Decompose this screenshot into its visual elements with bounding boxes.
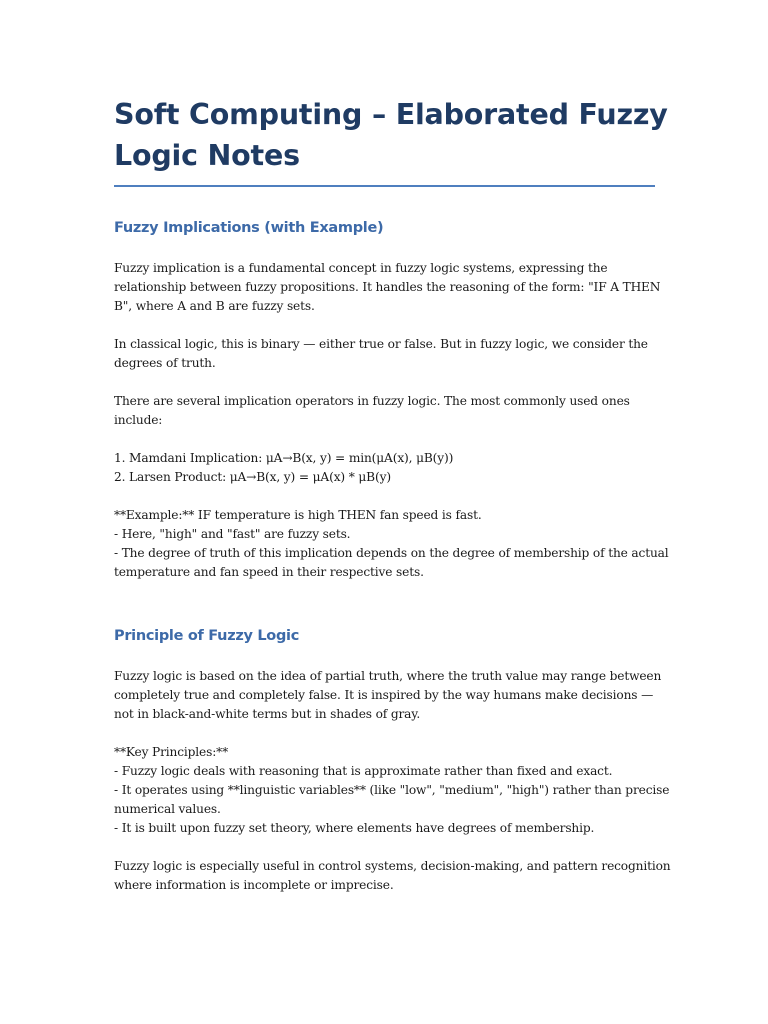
text-line: Fuzzy logic is based on the idea of partial truth, where the truth value may range between <box>114 669 662 683</box>
paragraph <box>114 335 659 373</box>
title-line: Soft Computing – Elaborated Fuzzy <box>114 98 668 131</box>
text-line: **Key Principles:** <box>114 745 229 759</box>
text-line: degrees of truth. <box>114 356 216 370</box>
text-line: There are several implication operators in fuzzy logic. The most commonly used ones <box>114 394 630 408</box>
section-heading-fuzzy-implications: Fuzzy Implications (with Example) <box>114 220 384 236</box>
key-principles-paragraph <box>114 743 670 838</box>
paragraph <box>114 259 659 316</box>
text-line: - It operates using **linguistic variables** (like "low", "medium", "high") rather than precise <box>114 783 670 797</box>
text-line: Fuzzy implication is a fundamental concept in fuzzy logic systems, expressing the <box>114 261 608 275</box>
text-line: Fuzzy logic is especially useful in control systems, decision-making, and pattern recognition <box>114 859 671 873</box>
text-line: **Example:** IF temperature is high THEN fan speed is fast. <box>114 508 482 522</box>
text-line: relationship between fuzzy propositions. It handles the reasoning of the form: "IF A THEN <box>114 280 661 294</box>
list-item: 2. Larsen Product: μA→B(x, y) = μA(x) * μB(y) <box>114 470 391 484</box>
paragraph <box>114 857 671 895</box>
paragraph <box>114 667 662 724</box>
implication-operators-list <box>114 449 659 487</box>
text-line: where information is incomplete or imprecise. <box>114 878 394 892</box>
example-paragraph <box>114 506 669 582</box>
title-line: Logic Notes <box>114 139 300 172</box>
text-line: - Fuzzy logic deals with reasoning that is approximate rather than fixed and exact. <box>114 764 613 778</box>
text-line: B", where A and B are fuzzy sets. <box>114 299 315 313</box>
paragraph <box>114 392 659 430</box>
text-line: numerical values. <box>114 802 221 816</box>
text-line: completely true and completely false. It is inspired by the way humans make decisions — <box>114 688 654 702</box>
text-line: In classical logic, this is binary — either true or false. But in fuzzy logic, we consider the <box>114 337 648 351</box>
title-underline-rule <box>114 185 655 187</box>
text-line: - Here, "high" and "fast" are fuzzy sets. <box>114 527 351 541</box>
list-item: 1. Mamdani Implication: μA→B(x, y) = min(μA(x), μB(y)) <box>114 451 454 465</box>
section-heading-principle-of-fuzzy-logic: Principle of Fuzzy Logic <box>114 628 300 644</box>
text-line: temperature and fan speed in their respective sets. <box>114 565 424 579</box>
document-title <box>114 94 668 176</box>
text-line: - The degree of truth of this implication depends on the degree of membership of the actual <box>114 546 669 560</box>
text-line: include: <box>114 413 163 427</box>
text-line: - It is built upon fuzzy set theory, where elements have degrees of membership. <box>114 821 595 835</box>
text-line: not in black-and-white terms but in shades of gray. <box>114 707 421 721</box>
